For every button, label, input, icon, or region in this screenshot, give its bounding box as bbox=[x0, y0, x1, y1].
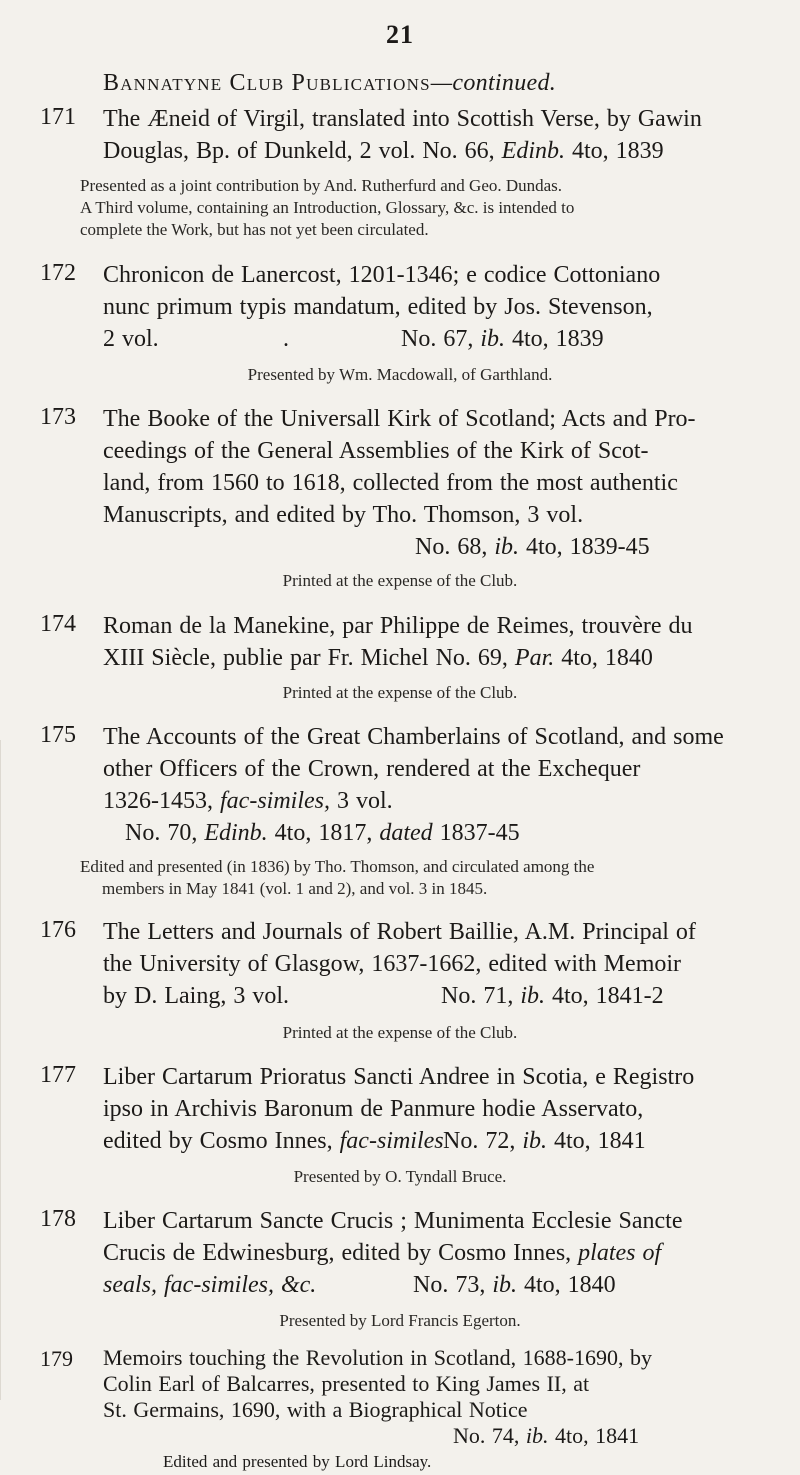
entry-number: 171 bbox=[40, 104, 76, 130]
entry-text: The Letters and Journals of Robert Baillie, A.M. Principal of the University of Glasgow, 1637-1662, edited with Memoir by D. Laing, 3 vol. No. 71, ib. 4to, 1841-2 bbox=[103, 919, 696, 1009]
entry-text bbox=[103, 103, 778, 167]
header-continued: —continued. bbox=[430, 70, 557, 96]
entry-number: 178 bbox=[40, 1206, 76, 1232]
entry-number: 175 bbox=[40, 722, 76, 748]
entry-number: 173 bbox=[40, 404, 76, 430]
entry-number: 177 bbox=[40, 1062, 76, 1088]
entry-note-174: Printed at the expense of the Club. bbox=[282, 683, 518, 702]
entry-note-176: Printed at the expense of the Club. bbox=[282, 1023, 518, 1042]
entry-text: Memoirs touching the Revolution in Scotland, 1688-1690, by Colin Earl of Balcarres, presented to King James II, at St. Germains, 1690, with a Biographical Notice No. 74, ib. 4to, 1841 Edited and presented by Lord Lindsay. bbox=[103, 1345, 653, 1471]
entry-note-177: Presented by O. Tyndall Bruce. bbox=[293, 1167, 507, 1186]
entry-text: Chronicon de Lanercost, 1201-1346; e codice Cottoniano nunc primum typis mandatum, edited by Jos. Stevenson, 2 vol. . No. 67, ib. 4to, 1839 bbox=[103, 262, 661, 352]
entry-text: Roman de la Manekine, par Philippe de Reimes, trouvère du XIII Siècle, publie par Fr. Michel No. 69, Par. 4to, 1840 bbox=[103, 613, 693, 671]
entry-number: 174 bbox=[40, 611, 76, 637]
page-edge-mark bbox=[0, 740, 23, 1400]
entry-line: The Æneid of Virgil, translated into Scottish Verse, by Gawin bbox=[103, 106, 702, 132]
entry-text: The Booke of the Universall Kirk of Scotland; Acts and Pro- ceedings of the General Assemblies of the Kirk of Scot- land, from 1560 to 1618, collected from the most authentic Manuscripts, and edited by Tho. Thomson, 3 vol. No. 68, ib. 4to, 1839-45 bbox=[103, 406, 696, 560]
entry-note-171: Presented as a joint contribution by And. Rutherfurd and Geo. Dundas. A Third volume, containing an Introduction, Glossary, &c. is intended to complete the Work, but has not yet been circulated. bbox=[80, 176, 575, 239]
page-number: 21 bbox=[386, 20, 414, 49]
entry-note-178: Presented by Lord Francis Egerton. bbox=[279, 1311, 521, 1330]
entry-number: 172 bbox=[40, 260, 76, 286]
entry-text: The Accounts of the Great Chamberlains of Scotland, and some other Officers of the Crown, rendered at the Exchequer 1326-1453, fac-similes, 3 vol. No. 70, Edinb. 4to, 1817, dated 1837-45 bbox=[103, 724, 724, 846]
entry-number: 176 bbox=[40, 917, 76, 943]
section-header bbox=[103, 70, 783, 97]
entry-text: Liber Cartarum Sancte Crucis ; Munimenta Ecclesie Sancte Crucis de Edwinesburg, edited by Cosmo Innes, plates of seals, fac-similes, &c. No. 73, ib. 4to, 1840 bbox=[103, 1208, 683, 1298]
entry-text: Liber Cartarum Prioratus Sancti Andree in Scotia, e Registro ipso in Archivis Baronum de Panmure hodie Asservato, edited by Cosmo Innes, fac-similes No. 72, ib. 4to, 1841 bbox=[103, 1064, 695, 1154]
entry-note-175: Edited and presented (in 1836) by Tho. Thomson, and circulated among the members in May 1841 (vol. 1 and 2), and vol. 3 in 1845. bbox=[80, 857, 595, 898]
entry-line: Douglas, Bp. of Dunkeld, 2 vol. No. 66, Edinb. 4to, 1839 bbox=[103, 138, 664, 164]
entry-note-172: Presented by Wm. Macdowall, of Garthland. bbox=[247, 365, 553, 384]
entry-number: 179 bbox=[40, 1346, 73, 1371]
header-title: Bannatyne Club Publications bbox=[103, 70, 431, 96]
entry-note-173: Printed at the expense of the Club. bbox=[282, 571, 518, 590]
